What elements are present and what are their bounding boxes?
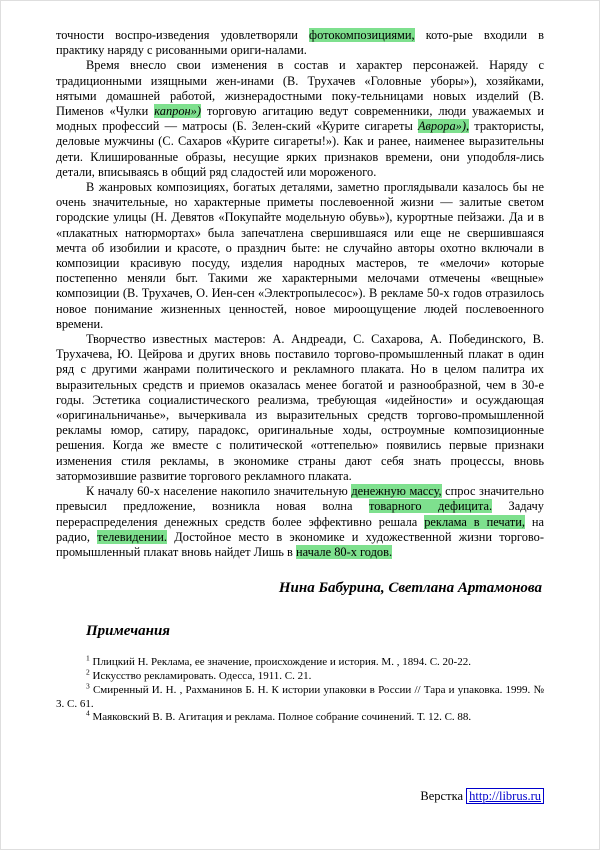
- footnote-number: 3: [86, 681, 90, 691]
- highlighted-text: Аврора»),: [417, 119, 470, 134]
- author-line: Нина Бабурина, Светлана Артамонова: [278, 580, 542, 597]
- paragraph: [56, 58, 544, 180]
- text-segment: точности воспро-изведения удовлетворяли: [56, 28, 310, 42]
- librus-link[interactable]: http://librus.ru: [466, 788, 544, 804]
- footnote-text: Маяковский В. В. Агитация и реклама. Полное собрание сочинений. Т. 12. С. 88.: [89, 711, 472, 724]
- footnote-text: Плицкий Н. Реклама, ее значение, происхождение и история. М. , 1894. С. 20-22.: [89, 656, 471, 669]
- text-segment: Достойное место в экономике и художественной жизни торгово-промышленный плакат вновь найдет Лишь в: [56, 529, 544, 559]
- text-segment: трактористы, деловые мужчины (С. Сахаров «Курите сигареты!»). Как и ранее, наименее выразительны дети. Клишированные образы, несущие ярких признаков времени, они уподобля-лись детали, вписываясь в общий ряд сладостей или мороженого.: [56, 119, 545, 179]
- paragraph: [56, 28, 544, 58]
- highlighted-text: фотокомпозициями,: [309, 28, 415, 42]
- text-segment: Творчество известных мастеров: А. Андреади, С. Сахарова, А. Побединского, В. Трухачева, Ю. Цейрова и других вновь поставило торгово-промышленный плакат в один ряд с другими жанрами политического и рекламного плаката. Но в целом палитра их выразительных средств и приемов оказалась менее богатой и разнообразной, чем в 30-е годы. Эстетика социалистического реализма, требующая «идейности» и осуждающая «оригинальничанье», вычеркивала из выразительных средств торгово-промышленной рекламы юмор, сатиру, парадокс, оригинальные ходы, остроумные композиционные решения. Когда же вместе с политической «оттепелью» появились первые признаки изменения стиля рекламы, в экономике страны дают себя знать процессы, вновь затормозившие развитие торгового рекламного плаката.: [56, 332, 544, 483]
- paragraph: [56, 180, 544, 332]
- footnotes: [56, 653, 544, 725]
- text-segment: торговую агитацию ведут современники, люди уважаемых и модных профессий — матросы (Б. Зелен-ский «Курите сигареты: [56, 104, 544, 134]
- text-segment: на радио,: [56, 514, 544, 544]
- notes-heading: Примечания: [86, 623, 171, 640]
- footnote-text: Смиренный И. Н. , Рахманинов Б. Н. К истории упаковки в России // Тара и упаковка. 1999. № 3. С. 61.: [56, 683, 544, 710]
- footnote: [56, 653, 544, 670]
- text-segment: В жанровых композициях, богатых деталями, заметно проглядывали казалось бы не очень значительные, но характерные приметы послевоенной жизни — залитые светом городские улицы (Н. Девятов «Покупайте модельную обувь»), курортные пейзажи. Да и в «плакатных натюрмортах» была запечатлена свершившаяся или еще не свершившаяся мечта об изобилии и красоте, о празднич быте: не случайно авторы охотно включали в композиции красивую посуду, изделия народных мастеров, те «мелочи» которые постепенно меняли быт. Такими же характерными мелочами отмечены «вещные» композиции (В. Трухачев, О. Иен-сен «Электропылесос»). В рекламе 50-х годов отразилось новое понимание жизненных ценностей, новое мироощущение людей послевоенного времени.: [56, 180, 544, 331]
- footnote-number: 1: [86, 653, 90, 663]
- footnote: [56, 681, 544, 712]
- highlighted-text: реклама в печати,: [424, 514, 525, 529]
- footnote: [56, 667, 544, 684]
- footnote: [56, 708, 544, 725]
- text-segment: К началу 60-х население накопило значительную: [86, 484, 352, 499]
- text-segment: Задачу перераспределения денежных средств более эффективно решала: [56, 499, 544, 529]
- paragraph: [56, 484, 544, 560]
- body-text: [56, 28, 544, 560]
- highlighted-text: денежную массу,: [351, 484, 442, 499]
- footnote-text: Искусство рекламировать. Одесса, 1911. С. 21.: [89, 669, 312, 682]
- highlighted-text: начале 80-х годов.: [295, 544, 393, 559]
- footer: [56, 789, 544, 849]
- highlighted-text: капрон»): [154, 104, 202, 119]
- text-segment: Время внесло свои изменения в состав и характер персонажей. Наряду с традиционными изящными жен-инами (В. Трухачев «Головные уборы»), хозяйками, нятыми домашней работой, жизнерадостными поку-тельницами новых изделий (В. Пименов «Чулки: [56, 58, 544, 119]
- footer-label: Верстка: [420, 789, 467, 803]
- highlighted-text: товарного дефицита.: [368, 499, 493, 514]
- footnote-number: 2: [86, 667, 90, 677]
- paragraph: [56, 332, 544, 484]
- text-segment: кото-рые входили в практику наряду с рисованными ориги-налами.: [56, 28, 544, 58]
- text-segment: спрос значительно превысил предложение, возникла новая волна: [56, 484, 544, 514]
- highlighted-text: телевидении.: [97, 529, 168, 544]
- footnote-number: 4: [86, 708, 90, 718]
